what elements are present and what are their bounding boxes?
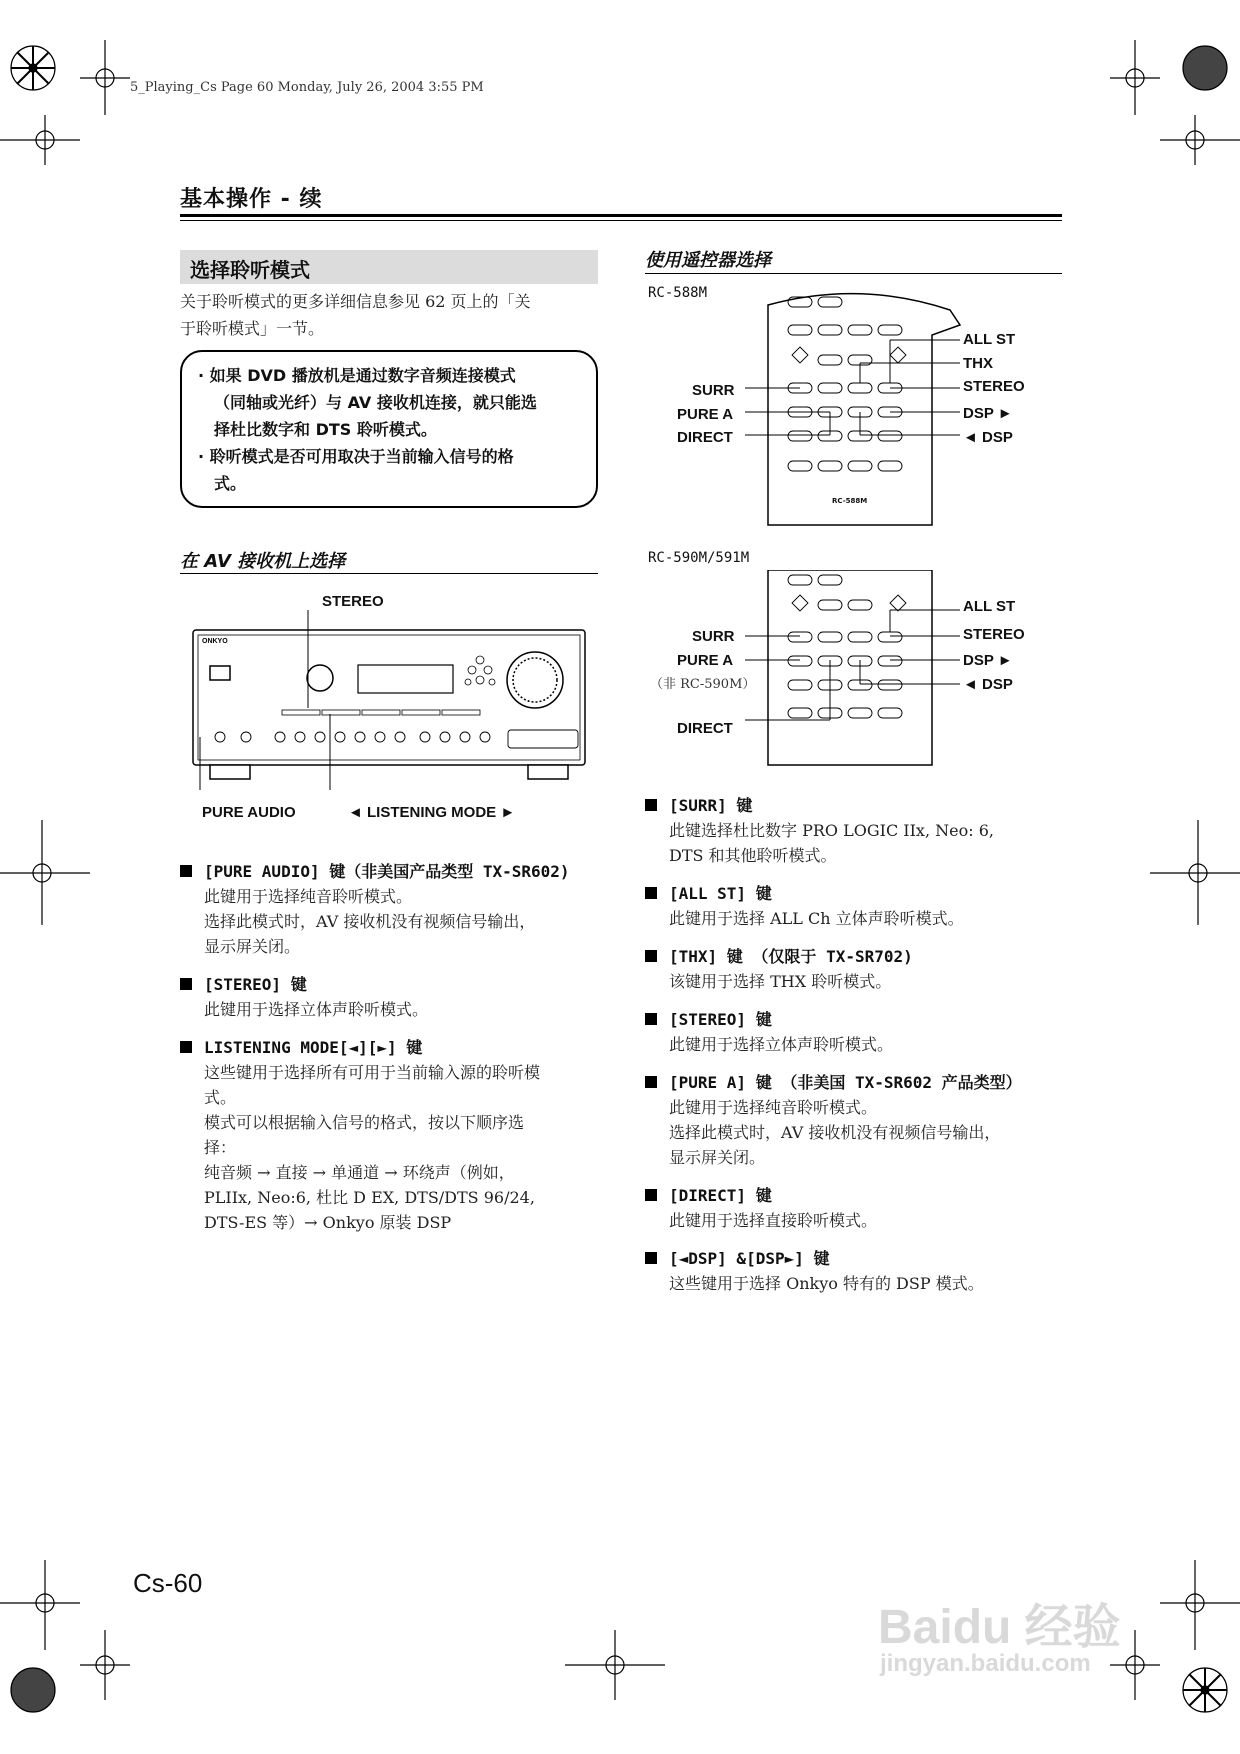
title-rule-thin: [180, 220, 1062, 221]
key-dsp: [◄DSP] &[DSP►] 键 这些键用于选择 Onkyo 特有的 DSP 模式。: [645, 1247, 1075, 1296]
key-all-st: [ALL ST] 键 此键用于选择 ALL Ch 立体声聆听模式。: [645, 882, 1075, 931]
remote1-thx-label: THX: [963, 355, 993, 372]
remote1-surr-label: SURR: [692, 382, 735, 399]
remote1-stereo-label: STEREO: [963, 378, 1025, 395]
remote1-footer: RC-588M: [832, 497, 868, 505]
remote2-note: （非 RC-590M）: [650, 677, 756, 692]
remote2-direct-label: DIRECT: [677, 720, 733, 737]
remote1-model: RC-588M: [648, 285, 708, 301]
remote2-illustration: [660, 570, 1080, 770]
note-box: · 如果 DVD 播放机是通过数字音频连接模式 （同轴或光纤）与 AV 接收机连接，就只能选 择杜比数字和 DTS 聆听模式。 · 聆听模式是否可用取决于当前输入信号的格 式。: [180, 350, 598, 508]
brand-logo-text: ONKYO: [202, 638, 228, 645]
key-thx: [THX] 键 （仅限于 TX-SR702) 该键用于选择 THX 聆听模式。: [645, 945, 1075, 994]
remote1-direct-label: DIRECT: [677, 429, 733, 446]
title-rule: [180, 214, 1062, 217]
remote2-model: RC-590M/591M: [648, 550, 750, 566]
key-stereo-remote: [STEREO] 键 此键用于选择立体声聆听模式。: [645, 1008, 1075, 1057]
page-title: 基本操作 - 续: [180, 187, 323, 212]
remote2-dsp-left-label: ◄ DSP: [963, 676, 1013, 693]
key-pure-a: [PURE A] 键 （非美国 TX-SR602 产品类型） 此键用于选择纯音聆听模式。 选择此模式时，AV 接收机没有视频信号输出， 显示屏关闭。: [645, 1071, 1075, 1170]
right-key-list: [645, 794, 1075, 1310]
key-pure-audio: [PURE AUDIO] 键（非美国产品类型 TX-SR602) 此键用于选择纯音聆听模式。 选择此模式时，AV 接收机没有视频信号输出， 显示屏关闭。: [180, 860, 610, 959]
pure-audio-label: PURE AUDIO: [202, 804, 296, 821]
remote-heading: 使用遥控器选择: [645, 250, 771, 271]
page-number: Cs-60: [133, 1568, 203, 1598]
remote1-dsp-left-label: ◄ DSP: [963, 429, 1013, 446]
remote2-stereo-label: STEREO: [963, 626, 1025, 643]
remote1-pure-a-label: PURE A: [677, 406, 734, 423]
key-surr: [SURR] 键 此键选择杜比数字 PRO LOGIC IIx, Neo: 6, DTS 和其他聆听模式。: [645, 794, 1075, 868]
section-heading: 选择聆听模式: [180, 250, 598, 284]
left-key-list: [180, 860, 610, 1249]
stereo-label: STEREO: [322, 593, 384, 610]
key-stereo: [STEREO] 键 此键用于选择立体声聆听模式。: [180, 973, 610, 1022]
intro-text: 关于聆听模式的更多详细信息参见 62 页上的「关 于聆听模式」一节。: [180, 292, 531, 338]
remote1-dsp-right-label: DSP ►: [963, 405, 1013, 422]
remote1-all-st-label: ALL ST: [963, 331, 1016, 348]
watermark-logo: Baidu 经验: [878, 1601, 1121, 1654]
remote2-dsp-right-label: DSP ►: [963, 652, 1013, 669]
remote2-all-st-label: ALL ST: [963, 598, 1016, 615]
receiver-heading: 在 AV 接收机上选择: [180, 551, 346, 572]
key-direct: [DIRECT] 键 此键用于选择直接聆听模式。: [645, 1184, 1075, 1233]
remote2-pure-a-label: PURE A: [677, 652, 734, 669]
listening-mode-label: ◄ LISTENING MODE ►: [348, 804, 516, 821]
remote-heading-rule: [645, 273, 1062, 274]
file-header: 5_Playing_Cs Page 60 Monday, July 26, 2004 3:55 PM: [130, 80, 484, 95]
key-listening-mode: LISTENING MODE[◄][►] 键 这些键用于选择所有可用于当前输入源的聆听模 式。 模式可以根据输入信号的格式，按以下顺序选 择： 纯音频 → 直接 → 单通道 → 环绕声（例如， PLIIx, Neo:6, 杜比 D EX, DTS/DTS 96/24, DTS-ES 等）→ Onkyo 原装 DSP: [180, 1036, 610, 1235]
receiver-illustration: [190, 610, 590, 790]
remote2-surr-label: SURR: [692, 628, 735, 645]
watermark-url: jingyan.baidu.com: [880, 1650, 1091, 1677]
receiver-heading-rule: [180, 573, 598, 574]
